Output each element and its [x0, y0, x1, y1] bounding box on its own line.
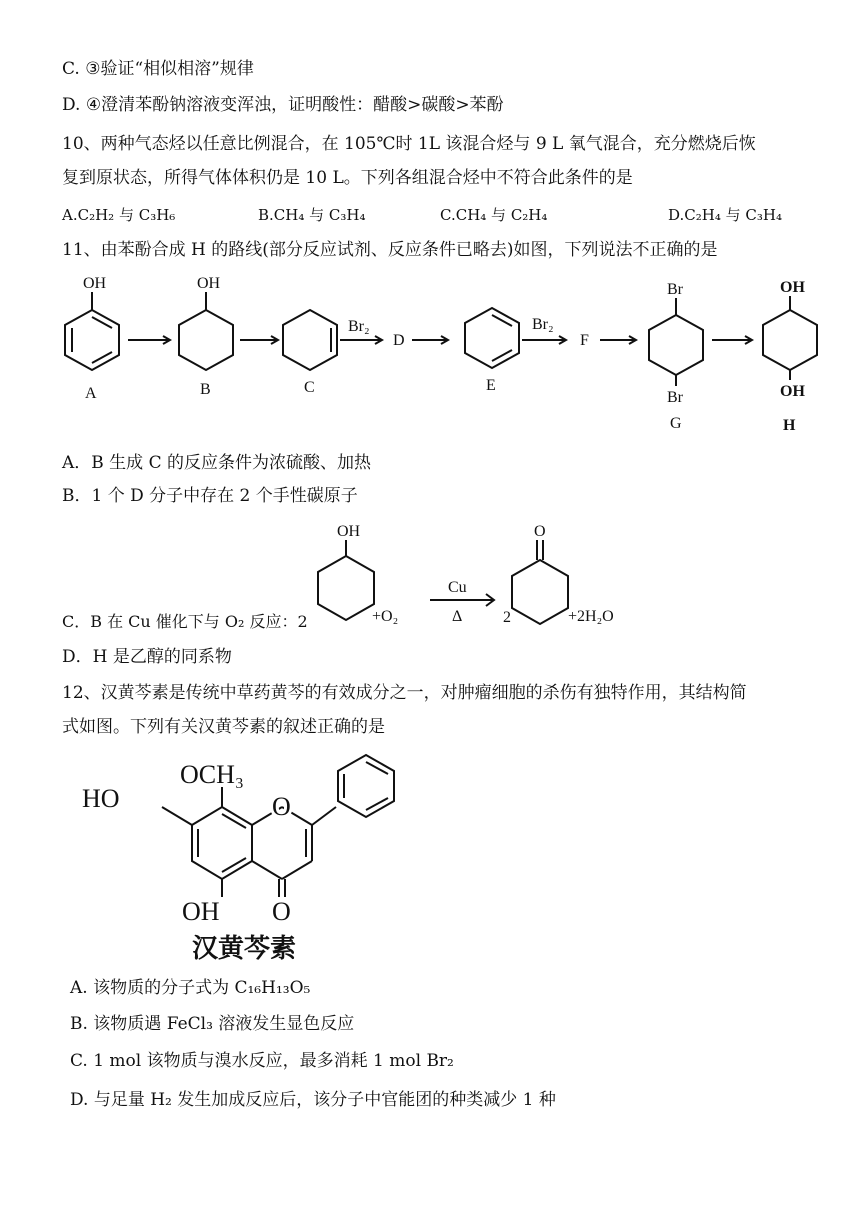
scheme-label-g: G — [670, 415, 682, 432]
question-10-line-2: 复到原状态，所得气体体积仍是 10 L。下列各组混合烃中不符合此条件的是 — [62, 168, 633, 188]
synthesis-scheme — [0, 270, 860, 440]
question-11: 11、由苯酚合成 H 的路线(部分反应试剂、反应条件已略去)如图，下列说法不正确的是 — [62, 240, 718, 260]
scheme-g-br-bottom: Br — [667, 389, 683, 406]
scheme-b-oh: OH — [197, 275, 221, 292]
scheme-br2-2: Br₂ — [532, 316, 554, 333]
question-11-option-b: B．1 个 D 分子中存在 2 个手性碳原子 — [62, 486, 358, 506]
scheme-label-c: C — [304, 379, 315, 396]
scheme-g-br-top: Br — [667, 281, 683, 298]
q10-option-b: B.CH₄ 与 C₃H₄ — [258, 206, 366, 224]
question-12-option-d: D. 与足量 H₂ 发生加成反应后，该分子中官能团的种类减少 1 种 — [70, 1090, 556, 1110]
q10-option-d: D.C₂H₄ 与 C₃H₄ — [668, 206, 782, 224]
scheme-label-f: F — [580, 332, 589, 349]
question-12-line-2: 式如图。下列有关汉黄芩素的叙述正确的是 — [62, 717, 385, 737]
question-12-option-c: C. 1 mol 该物质与溴水反应，最多消耗 1 mol Br₂ — [70, 1051, 454, 1071]
q10-option-a: A.C₂H₂ 与 C₃H₆ — [62, 206, 176, 224]
scheme-h-oh-bottom: OH — [780, 383, 805, 400]
question-11-option-c: C．B 在 Cu 催化下与 O₂ 反应：2 — [62, 612, 308, 631]
scheme-a-oh: OH — [83, 275, 107, 292]
option-d-prev: D. ④澄清苯酚钠溶液变浑浊，证明酸性：醋酸>碳酸>苯酚 — [62, 95, 504, 115]
scheme-br2-1: Br₂ — [348, 318, 370, 335]
equation-oh: OH — [337, 523, 361, 540]
equation-cu: Cu — [448, 579, 467, 596]
question-12-option-b: B. 该物质遇 FeCl₃ 溶液发生显色反应 — [70, 1014, 355, 1034]
compound-carbonyl-o: O — [272, 897, 291, 926]
equation-o: O — [534, 523, 546, 540]
compound-ho: HO — [82, 784, 120, 813]
compound-oh: OH — [182, 897, 220, 926]
option-c-prev: C. ③验证“相似相溶”规律 — [62, 59, 254, 79]
scheme-label-b: B — [200, 381, 211, 398]
compound-ring-o: O — [272, 792, 291, 821]
equation-plus-o2: +O₂ — [372, 608, 399, 625]
equation-plus-water: +2H₂O — [568, 608, 614, 625]
question-12-line-1: 12、汉黄芩素是传统中草药黄芩的有效成分之一，对肿瘤细胞的杀伤有独特作用，其结构简 — [62, 683, 747, 703]
compound-name: 汉黄芩素 — [192, 934, 297, 964]
scheme-label-a: A — [85, 385, 97, 402]
question-12-option-a: A. 该物质的分子式为 C₁₆H₁₃O₅ — [70, 978, 311, 998]
question-11-option-d: D．H 是乙醇的同系物 — [62, 647, 232, 667]
question-11-option-a: A．B 生成 C 的反应条件为浓硫酸、加热 — [62, 453, 371, 473]
wogonin-structure — [70, 745, 430, 970]
q10-option-c: C.CH₄ 与 C₂H₄ — [440, 206, 548, 224]
scheme-h-oh-top: OH — [780, 279, 805, 296]
scheme-label-e: E — [486, 377, 496, 394]
scheme-label-h: H — [783, 417, 796, 434]
scheme-label-d: D — [393, 332, 405, 349]
question-10-line-1: 10、两种气态烃以任意比例混合，在 105℃时 1L 该混合烃与 9 L 氧气混合，充分燃烧后恢 — [62, 134, 756, 154]
compound-och3: OCH₃ — [180, 760, 244, 789]
equation-coef: 2 — [503, 609, 511, 626]
equation-delta: Δ — [452, 608, 463, 625]
